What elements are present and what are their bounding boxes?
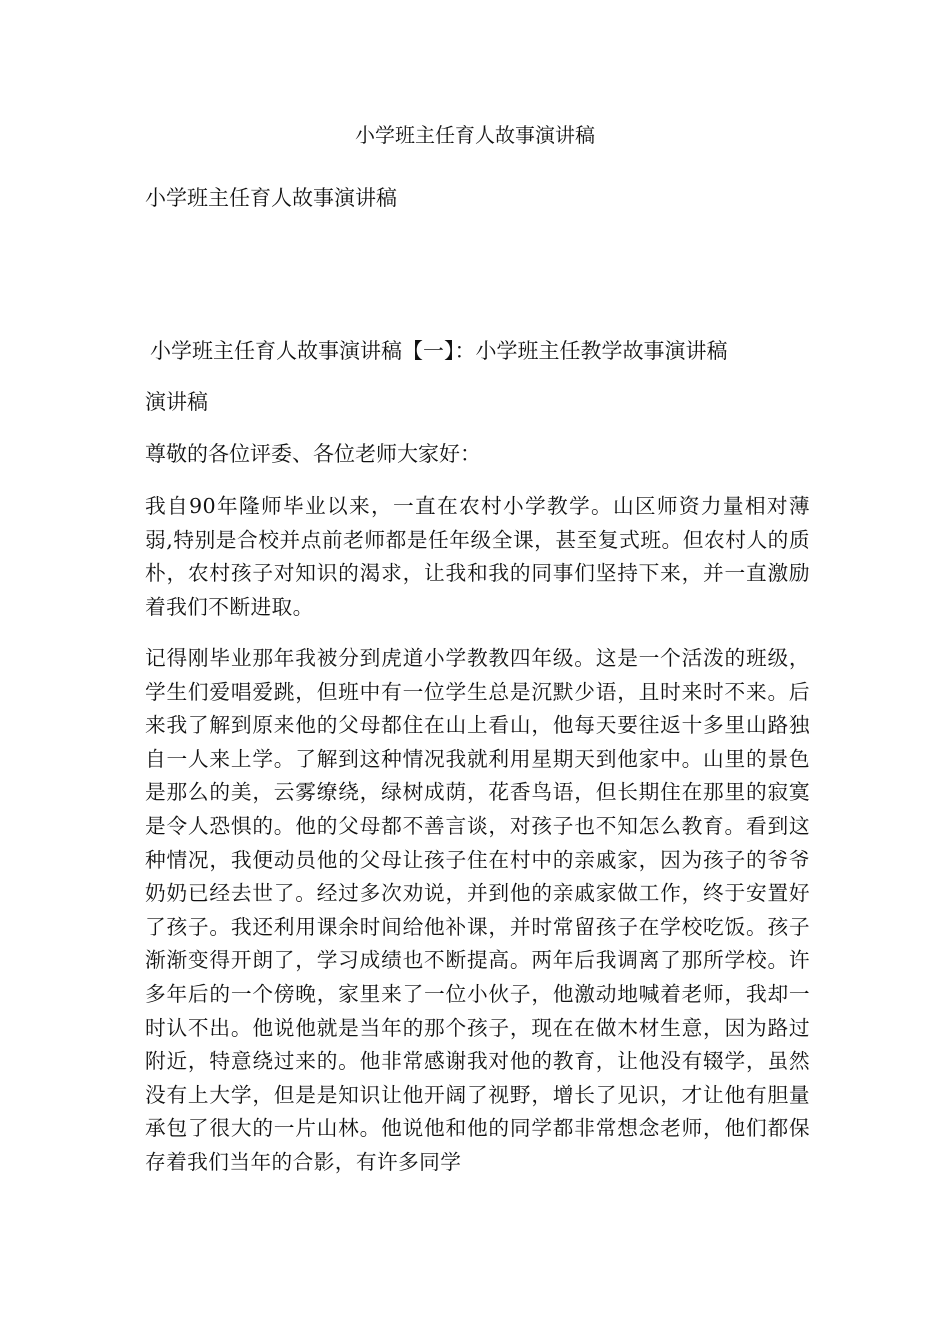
section-heading: 小学班主任育人故事演讲稿【一】：小学班主任教学故事演讲稿: [150, 339, 728, 363]
greeting-line: 尊敬的各位评委、各位老师大家好：: [145, 442, 481, 466]
body-paragraph: 我自90年隆师毕业以来，一直在农村小学教学。山区师资力量相对薄弱,特别是合校并点前老师都是任年级全课，甚至复式班。但农村人的质朴，农村孩子对知识的渴求，让我和我的同事们坚持下来，并一直激励着我们不断进取。: [145, 494, 810, 619]
document-subtitle: 小学班主任育人故事演讲稿: [145, 186, 397, 210]
body-paragraph: 记得刚毕业那年我被分到虎道小学教教四年级。这是一个活泼的班级，学生们爱唱爱跳，但班中有一位学生总是沉默少语，且时来时不来。后来我了解到原来他的父母都住在山上看山，他每天要往返十多里山路独自一人来上学。了解到这种情况我就利用星期天到他家中。山里的景色是那么的美，云雾缭绕，绿树成荫，花香鸟语，但长期住在那里的寂寞是令人恐惧的。他的父母都不善言谈，对孩子也不知怎么教育。看到这种情况，我便动员他的父母让孩子住在村中的亲戚家，因为孩子的爷爷奶奶已经去世了。经过多次劝说，并到他的亲戚家做工作，终于安置好了孩子。我还利用课余时间给他补课，并时常留孩子在学校吃饭。孩子渐渐变得开朗了，学习成绩也不断提高。两年后我调离了那所学校。许多年后的一个傍晚，家里来了一位小伙子，他激动地喊着老师，我却一时认不出。他说他就是当年的那个孩子，现在在做木材生意，因为路过附近，特意绕过来的。他非常感谢我对他的教育，让他没有辍学，虽然没有上大学，但是是知识让他开阔了视野，增长了见识，才让他有胆量承包了很大的一片山林。他说他和他的同学都非常想念老师，他们都保存着我们当年的合影，有许多同学: [145, 646, 810, 1174]
document-title: 小学班主任育人故事演讲稿: [355, 123, 595, 147]
speech-label: 演讲稿: [145, 390, 208, 414]
